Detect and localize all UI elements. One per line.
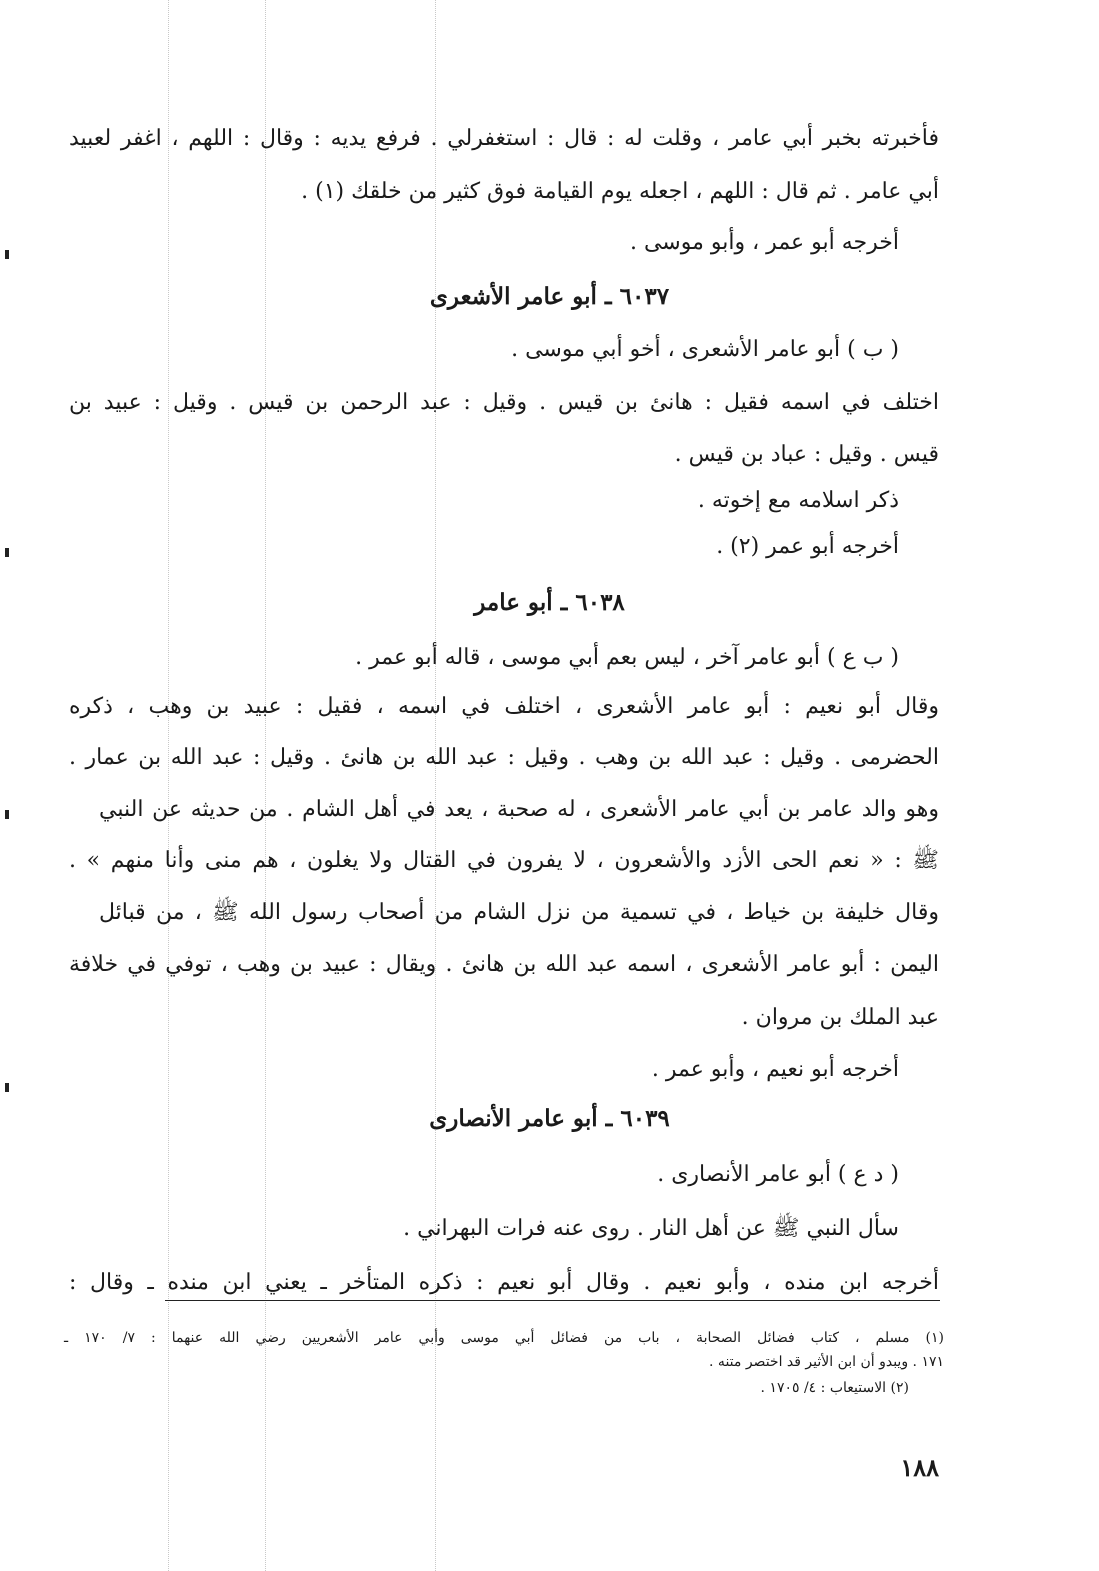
text-line: سأل النبي ﷺ عن أهل النار . روى عنه فرات البهراني .	[403, 1216, 899, 1241]
text-line: أخرجه أبو عمر ، وأبو موسى .	[629, 230, 899, 255]
text-line: ﷺ : « نعم الحى الأزد والأشعرون ، لا يفرون في القتال ولا يغلون ، هم منى وأنا منهم » .	[69, 848, 939, 873]
text-line: فأخبرته بخبر أبي عامر ، وقلت له : قال : استغفرلي . فرفع يديه : وقال : اللهم ، اغفر لعبيد	[69, 126, 939, 151]
text-line: اختلف في اسمه فقيل : هانئ بن قيس . وقيل : عبد الرحمن بن قيس . وقيل : عبيد بن	[69, 390, 939, 415]
footnote-line: (٢) الاستيعاب : ٤/ ١٧٠٥ .	[760, 1380, 909, 1396]
text-line: قيس . وقيل : عباد بن قيس .	[674, 442, 939, 467]
footnote-line: (١) مسلم ، كتاب فضائل الصحابة ، باب من فضائل أبي موسى وأبي عامر الأشعريين رضي الله عنهما : ٧/ ١٧٠ ـ	[64, 1330, 945, 1346]
entry-heading: ٦٠٣٩ ـ أبو عامر الأنصارى	[429, 1105, 670, 1132]
entry-heading: ٦٠٣٧ ـ أبو عامر الأشعرى	[429, 283, 670, 310]
footnote-separator	[165, 1300, 940, 1301]
text-line: عبد الملك بن مروان .	[741, 1005, 939, 1030]
text-line: ( ب ) أبو عامر الأشعرى ، أخو أبي موسى .	[511, 337, 899, 362]
entry-heading: ٦٠٣٨ ـ أبو عامر	[474, 589, 625, 616]
page-number: ١٨٨	[900, 1453, 939, 1482]
scan-mark	[5, 810, 9, 819]
text-line: وقال أبو نعيم : أبو عامر الأشعرى ، اختلف في اسمه ، فقيل : عبيد بن وهب ، ذكره	[69, 694, 939, 719]
scan-mark	[5, 250, 9, 259]
text-line: أخرجه أبو نعيم ، وأبو عمر .	[651, 1057, 899, 1082]
footnote-line: ١٧١ . ويبدو أن ابن الأثير قد اختصر متنه .	[709, 1354, 944, 1370]
text-line: ذكر اسلامه مع إخوته .	[697, 488, 899, 513]
text-line: أبي عامر . ثم قال : اللهم ، اجعله يوم القيامة فوق كثير من خلقك (١) .	[301, 179, 939, 204]
text-line: الحضرمى . وقيل : عبد الله بن وهب . وقيل : عبد الله بن هانئ . وقيل : عبد الله بن عمار .	[69, 745, 939, 770]
text-line: وقال خليفة بن خياط ، في تسمية من نزل الشام من أصحاب رسول الله ﷺ ، من قبائل	[99, 900, 939, 925]
text-line: اليمن : أبو عامر الأشعرى ، اسمه عبد الله بن هانئ . ويقال : عبيد بن وهب ، توفي في خلافة	[69, 952, 939, 977]
scan-mark	[5, 1083, 9, 1092]
text-line: وهو والد عامر بن أبي عامر الأشعرى ، له صحبة ، يعد في أهل الشام . من حديثه عن النبي	[99, 797, 939, 822]
text-line: أخرجه ابن منده ، وأبو نعيم . وقال أبو نعيم : ذكره المتأخر ـ يعني ابن منده ـ وقال :	[69, 1270, 939, 1295]
scan-mark	[5, 548, 9, 557]
text-line: ( ب ع ) أبو عامر آخر ، ليس بعم أبي موسى ، قاله أبو عمر .	[355, 645, 899, 670]
text-line: ( د ع ) أبو عامر الأنصارى .	[657, 1162, 899, 1187]
text-line: أخرجه أبو عمر (٢) .	[716, 534, 899, 559]
